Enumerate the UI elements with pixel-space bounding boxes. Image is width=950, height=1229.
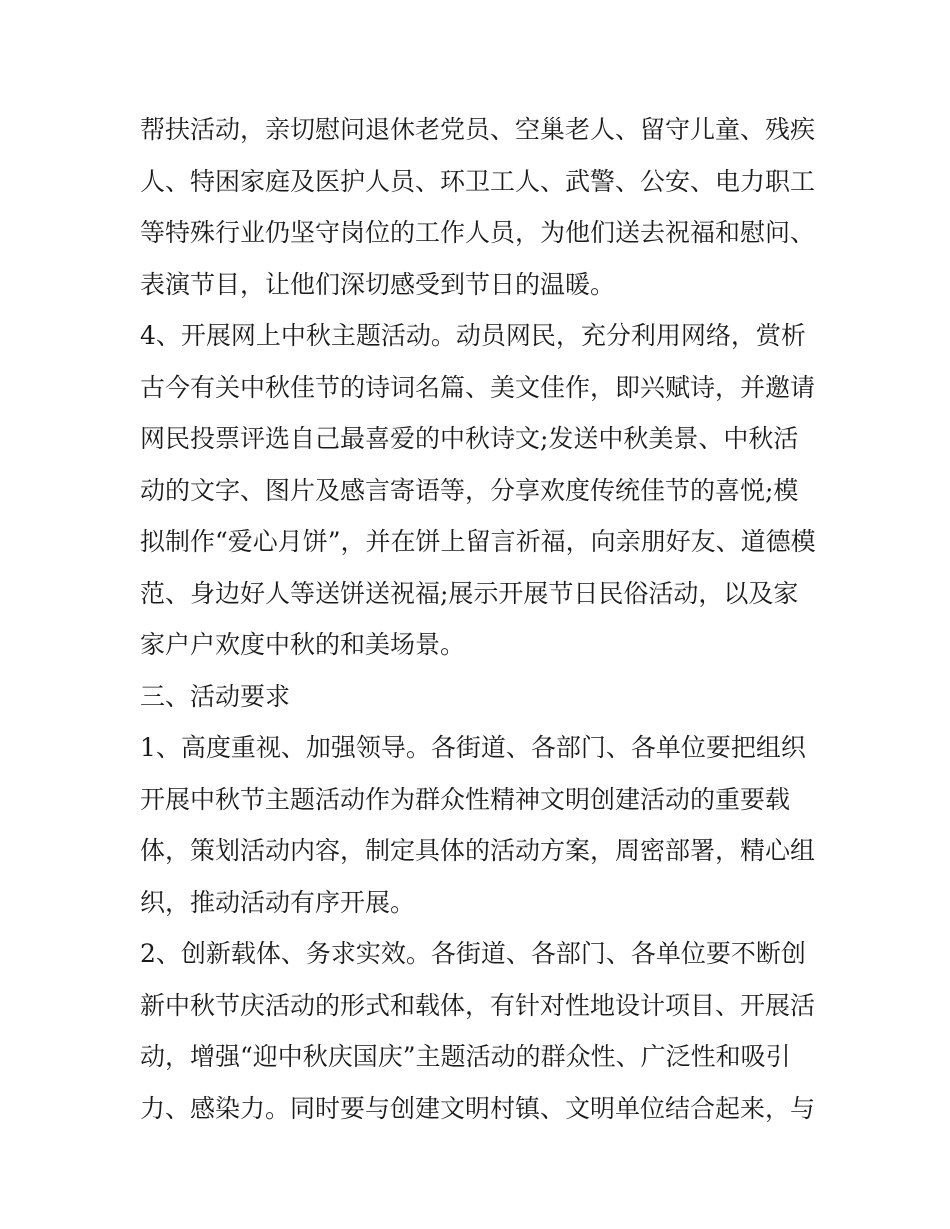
text-line: 古今有关中秋佳节的诗词名篇、美文佳作，即兴赋诗，并邀请: [140, 372, 816, 402]
text-line: 开展中秋节主题活动作为群众性精神文明创建活动的重要载: [140, 784, 791, 814]
text-line: 体，策划活动内容，制定具体的活动方案，周密部署，精心组: [140, 836, 816, 865]
text-line: 2、创新载体、务求实效。各街道、各部门、各单位要不断创: [140, 939, 806, 968]
text-line: 网民投票评选自己最喜爱的中秋诗文;发送中秋美景、中秋活: [140, 424, 799, 453]
text-line: 表演节目，让他们深切感受到节日的温暖。: [140, 269, 616, 299]
text-line: 帮扶活动，亲切慰问退休老党员、空巢老人、留守儿童、残疾: [140, 115, 816, 144]
text-line: 1、高度重视、加强领导。各街道、各部门、各单位要把组织: [140, 733, 806, 762]
text-line: 人、特困家庭及医护人员、环卫工人、武警、公安、电力职工: [140, 166, 816, 196]
text-line: 家户户欢度中秋的和美场景。: [140, 630, 466, 659]
text-line: 动的文字、图片及感言寄语等，分享欢度传统佳节的喜悦;模: [140, 475, 799, 505]
text-line: 动，增强“迎中秋庆国庆”主题活动的群众性、广泛性和吸引: [140, 1042, 791, 1071]
text-line: 拟制作“爱心月饼”，并在饼上留言祈福，向亲朋好友、道德模: [140, 527, 816, 556]
text-line: 织，推动活动有序开展。: [140, 887, 416, 917]
document-body: [140, 104, 820, 1134]
text-line: 4、开展网上中秋主题活动。动员网民，充分利用网络，赏析: [140, 321, 806, 350]
text-line: 等特殊行业仍坚守岗位的工作人员，为他们送去祝福和慰问、: [140, 218, 816, 247]
section-heading: 三、活动要求: [140, 681, 291, 711]
text-line: 力、感染力。同时要与创建文明村镇、文明单位结合起来，与: [140, 1093, 816, 1123]
text-line: 范、身边好人等送饼送祝福;展示开展节日民俗活动，以及家: [140, 578, 799, 608]
text-line: 新中秋节庆活动的形式和载体，有针对性地设计项目、开展活: [140, 990, 816, 1020]
